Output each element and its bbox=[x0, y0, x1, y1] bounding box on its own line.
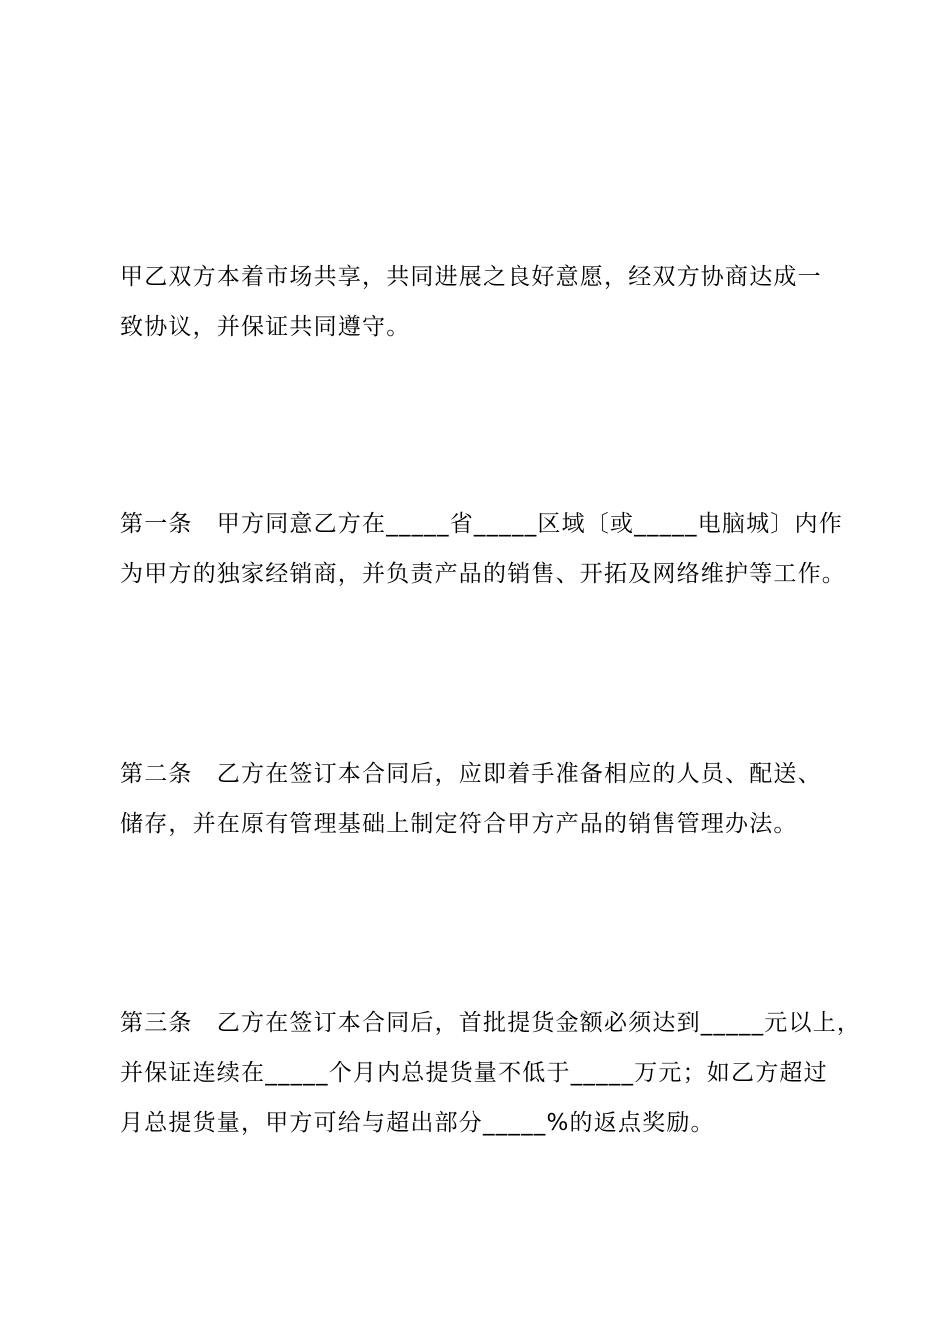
paragraph-line: 第三条 乙方在签订本合同后，首批提货金额必须达到_____元以上， bbox=[120, 1010, 862, 1036]
paragraph-line: 储存，并在原有管理基础上制定符合甲方产品的销售管理办法。 bbox=[120, 811, 798, 837]
preamble-paragraph bbox=[120, 252, 840, 352]
article-3-paragraph bbox=[120, 998, 862, 1148]
paragraph-line: 甲乙双方本着市场共享，共同进展之良好意愿，经双方协商达成一 bbox=[120, 264, 822, 290]
article-1-paragraph bbox=[120, 499, 846, 599]
paragraph-line: 月总提货量，甲方可给与超出部分_____%的返点奖励。 bbox=[120, 1110, 715, 1136]
paragraph-line: 为甲方的独家经销商，并负责产品的销售、开拓及网络维护等工作。 bbox=[120, 561, 846, 587]
article-2-paragraph bbox=[120, 749, 840, 849]
paragraph-line: 并保证连续在_____个月内总提货量不低于_____万元；如乙方超过 bbox=[120, 1060, 828, 1086]
paragraph-line: 第二条 乙方在签订本合同后，应即着手准备相应的人员、配送、 bbox=[120, 761, 822, 787]
paragraph-line: 致协议，并保证共同遵守。 bbox=[120, 314, 411, 340]
paragraph-line: 第一条 甲方同意乙方在_____省_____区域〔或_____电脑城〕内作 bbox=[120, 511, 843, 537]
